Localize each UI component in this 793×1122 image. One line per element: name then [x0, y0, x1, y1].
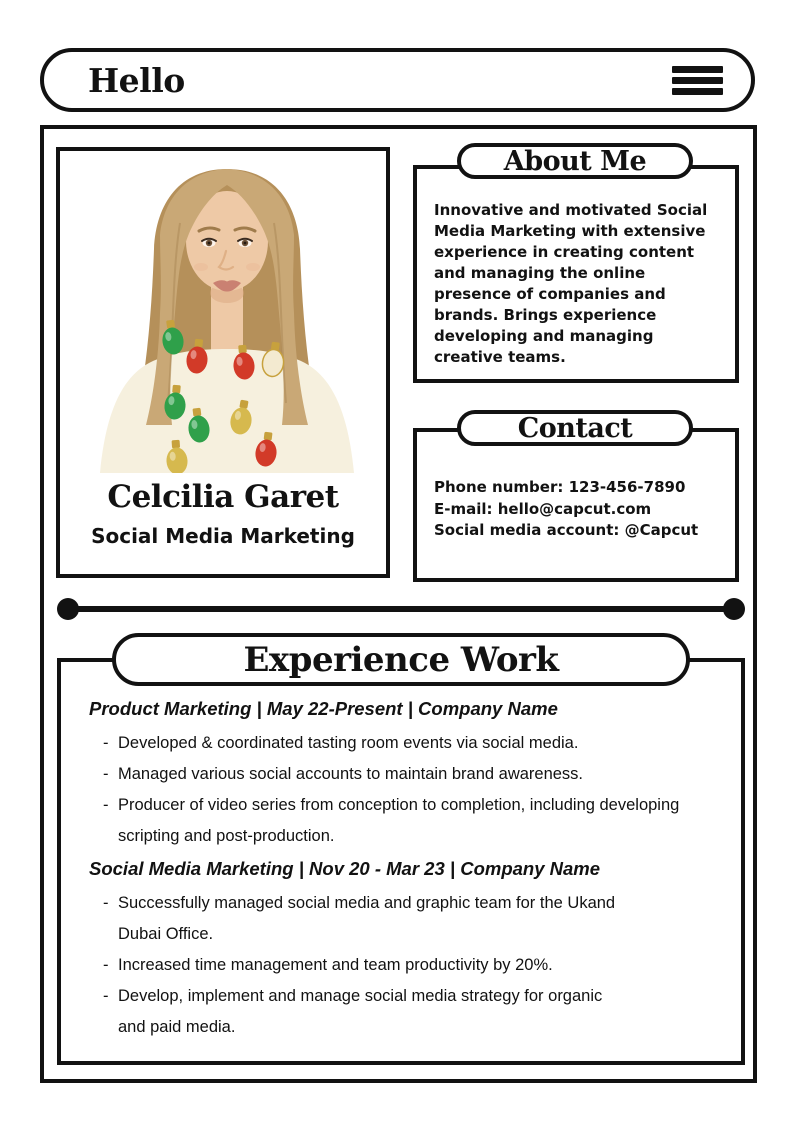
job-title: Social Media Marketing | Nov 20 - Mar 23 | Company Name — [89, 858, 601, 879]
section-divider — [57, 598, 745, 620]
contact-heading: Contact — [517, 412, 633, 444]
greeting-title: Hello — [88, 60, 185, 100]
job-bullet — [103, 950, 717, 981]
job-entry — [89, 858, 717, 1043]
contact-heading-pill — [457, 410, 693, 446]
about-panel — [413, 165, 739, 383]
hamburger-bar — [672, 77, 723, 84]
bullet-dash: - — [103, 987, 109, 1005]
about-heading-pill — [457, 143, 693, 179]
hamburger-icon[interactable] — [672, 66, 723, 95]
job-bullet — [103, 728, 717, 759]
hamburger-bar — [672, 66, 723, 73]
bullet-text: Managed various social accounts to maintain brand awareness. — [118, 765, 584, 783]
bullet-text: Increased time management and team productivity by 20%. — [118, 956, 553, 974]
hamburger-bar — [672, 88, 723, 95]
divider-dot — [723, 598, 745, 620]
bullet-dash: - — [103, 956, 109, 974]
bullet-text: Producer of video series from conception to completion, including developing scripting and post-production. — [118, 796, 680, 845]
experience-panel — [57, 658, 745, 1065]
profile-card — [56, 147, 390, 578]
job-bullets — [89, 888, 717, 1043]
job-bullet — [103, 790, 717, 852]
content-frame — [40, 125, 757, 1083]
job-bullets — [89, 728, 717, 852]
about-text: Innovative and motivated Social Media Marketing with extensive experience in creating content and managing the online presence of companies and brands. Brings experience developing and managing creative teams. — [434, 201, 708, 366]
bullet-text: Successfully managed social media and graphic team for the Ukand Dubai Office. — [118, 894, 616, 943]
contact-panel — [413, 428, 739, 582]
jobs-list — [89, 698, 717, 1043]
job-entry — [89, 698, 717, 852]
person-role: Social Media Marketing — [91, 524, 355, 548]
profile-photo — [60, 163, 390, 473]
hello-bar — [40, 48, 755, 112]
contact-phone: Phone number: 123-456-7890 — [434, 478, 686, 496]
job-bullet — [103, 759, 717, 790]
bullet-dash: - — [103, 734, 109, 752]
job-bullet — [103, 888, 717, 950]
contact-email: E-mail: hello@capcut.com — [434, 499, 652, 518]
job-bullet — [103, 981, 717, 1043]
bullet-text: Developed & coordinated tasting room events via social media. — [118, 734, 579, 752]
contact-social: Social media account: @Capcut — [434, 521, 699, 539]
person-name: Celcilia Garet — [107, 479, 339, 515]
about-heading: About Me — [503, 145, 647, 177]
job-title: Product Marketing | May 22-Present | Company Name — [89, 698, 558, 719]
divider-line — [67, 606, 735, 612]
experience-heading: Experience Work — [243, 639, 559, 680]
bullet-dash: - — [103, 765, 109, 783]
bullet-text: Develop, implement and manage social media strategy for organic and paid media. — [118, 987, 603, 1036]
experience-heading-pill — [112, 633, 690, 686]
bullet-dash: - — [103, 796, 109, 814]
bullet-dash: - — [103, 894, 109, 912]
